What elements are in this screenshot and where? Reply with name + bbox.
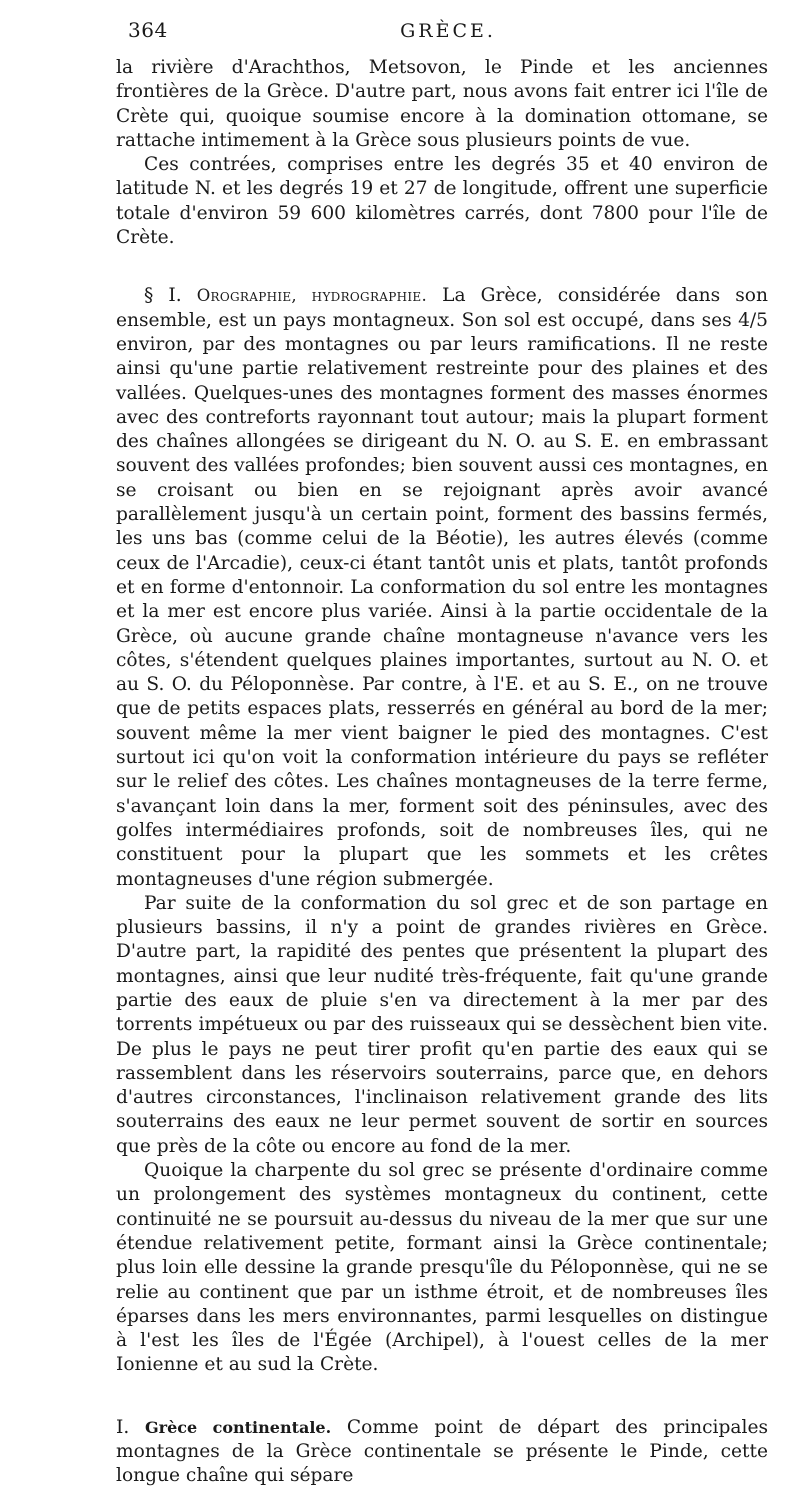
paragraph-continuation: la rivière d'Arachthos, Metsovon, le Pinde et les anciennes frontières de la Grèce. D'autre part, nous avons fait entrer ici l'île de Crète qui, quoique soumise encore à la domination ottomane, se rattache intimement à la Grèce sous plusieurs points de vue. [116, 57, 768, 151]
section-orographie [116, 284, 768, 891]
paragraph-extent: Ces contrées, comprises entre les degrés 35 et 40 environ de latitude N. et les degrés 19 et 27 de longitude, offrent une superficie totale d'environ 59 600 kilomètres carrés, dont 7800 pour l'île de Crète. [116, 154, 768, 249]
page-header [128, 18, 768, 48]
subsection-heading: Grèce continentale. [145, 1417, 332, 1437]
section-heading: Orographie, hydrographie. [196, 286, 428, 306]
subsection-text: Comme point de départ des principales montagnes de la Grèce continentale se présente le Pinde, cette longue chaîne qui sépare [116, 1416, 768, 1487]
page-body [116, 56, 768, 1489]
section-text: La Grèce, considérée dans son ensemble, est un pays montagneux. Son sol est occupé, dans ses 4/5 environ, par des montagnes ou par leurs ramifications. Il ne reste ainsi qu'une partie relativement restreinte pour des plaines et des vallées. Quelques-unes des montagnes forment des masses énormes avec des contreforts rayonnant tout autour; mais la plupart forment des chaînes allongées se dirigeant du N. O. au S. E. en embrassant souvent des vallées profondes; bien souvent aussi ces montagnes, en se croisant ou bien en se rejoignant après avoir avancé parallèlement jusqu'à un certain point, forment des bassins fermés, les uns bas (comme celui de la Béotie), les autres élevés (comme ceux de l'Arcadie), ceux-ci étant tantôt unis et plats, tantôt profonds et en forme d'entonnoir. La conformation du sol entre les montagnes et la mer est encore plus variée. Ainsi à la partie occidentale de la Grèce, où aucune grande chaîne montagneuse n'avance vers les côtes, s'étendent quelques plaines importantes, surtout au N. O. et au S. O. du Péloponnèse. Par contre, à l'E. et au S. E., on ne trouve que de petits espaces plats, resserrés en général au bord de la mer; souvent même la mer vient baigner le pied des montagnes. C'est surtout ici qu'on voit la conformation intérieure du pays se refléter sur le relief des côtes. Les chaînes montagneuses de la terre ferme, s'avançant loin dans la mer, forment soit des péninsules, avec des golfes intermédiaires profonds, soit de nombreuses îles, qui ne constituent pour la plupart que les sommets et les crêtes montagneuses d'une région submergée. [116, 285, 768, 890]
subsection-mark: I. [116, 1416, 130, 1438]
paragraph-structure: Quoique la charpente du sol grec se présente d'ordinaire comme un prolongement des systèmes montagneux du continent, cette continuité ne se poursuit au-dessus du niveau de la mer que sur une étendue relativement petite, formant ainsi la Grèce continentale; plus loin elle dessine la grande presqu'île du Péloponnèse, qui ne se relie au continent que par un isthme étroit, et de nombreuses îles éparses dans les mers environnantes, parmi lesquelles on distingue à l'est les îles de l'Égée (Archipel), à l'ouest celles de la mer Ionienne et au sud la Crète. [116, 1160, 768, 1376]
page-number: 364 [128, 18, 168, 42]
section-mark: § I. [144, 285, 182, 307]
paragraph-rivers: Par suite de la conformation du sol grec et de son partage en plusieurs bassins, il n'y a point de grandes rivières en Grèce. D'autre part, la rapidité des pentes que présentent la plupart des montagnes, ainsi que leur nudité très-fréquente, fait qu'une grande partie des eaux de pluie s'en va directement à la mer par des torrents impétueux ou par des ruisseaux qui se dessèchent bien vite. De plus le pays ne peut tirer profit qu'en partie des eaux qui se rassemblent dans les réservoirs souterrains, parce que, en dehors d'autres circonstances, l'inclinaison relativement grande des lits souterrains des eaux ne leur permet souvent de sortir en sources que près de la côte ou encore au fond de la mer. [116, 892, 768, 1157]
running-head: GRÈCE. [400, 20, 496, 42]
subsection-grece-continentale [116, 1416, 768, 1489]
